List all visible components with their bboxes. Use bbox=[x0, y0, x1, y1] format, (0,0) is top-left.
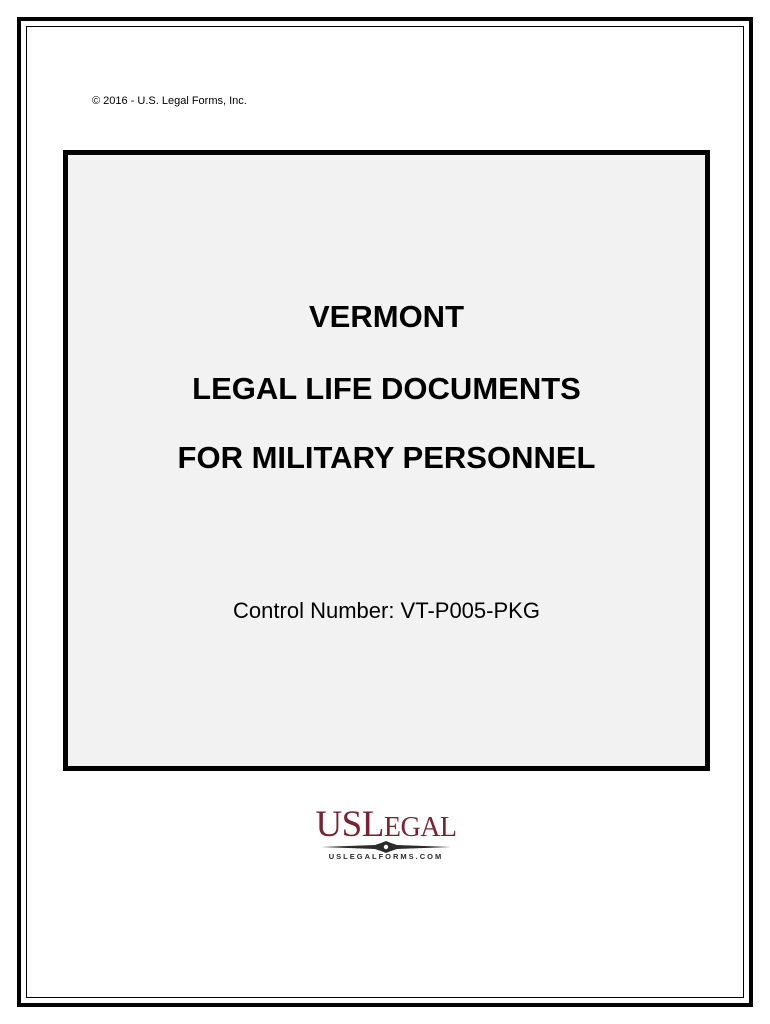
logo-wordmark: USLEGAL bbox=[315, 804, 457, 845]
logo-url: USLEGALFORMS.COM bbox=[328, 852, 444, 861]
uslegal-logo bbox=[313, 805, 459, 863]
copyright-notice: © 2016 - U.S. Legal Forms, Inc. bbox=[92, 95, 247, 107]
cover-panel bbox=[63, 150, 710, 771]
state-title: VERMONT bbox=[309, 299, 464, 334]
audience-title: FOR MILITARY PERSONNEL bbox=[177, 440, 596, 475]
package-title: LEGAL LIFE DOCUMENTS bbox=[192, 371, 581, 406]
control-number: Control Number: VT-P005-PKG bbox=[233, 598, 540, 623]
